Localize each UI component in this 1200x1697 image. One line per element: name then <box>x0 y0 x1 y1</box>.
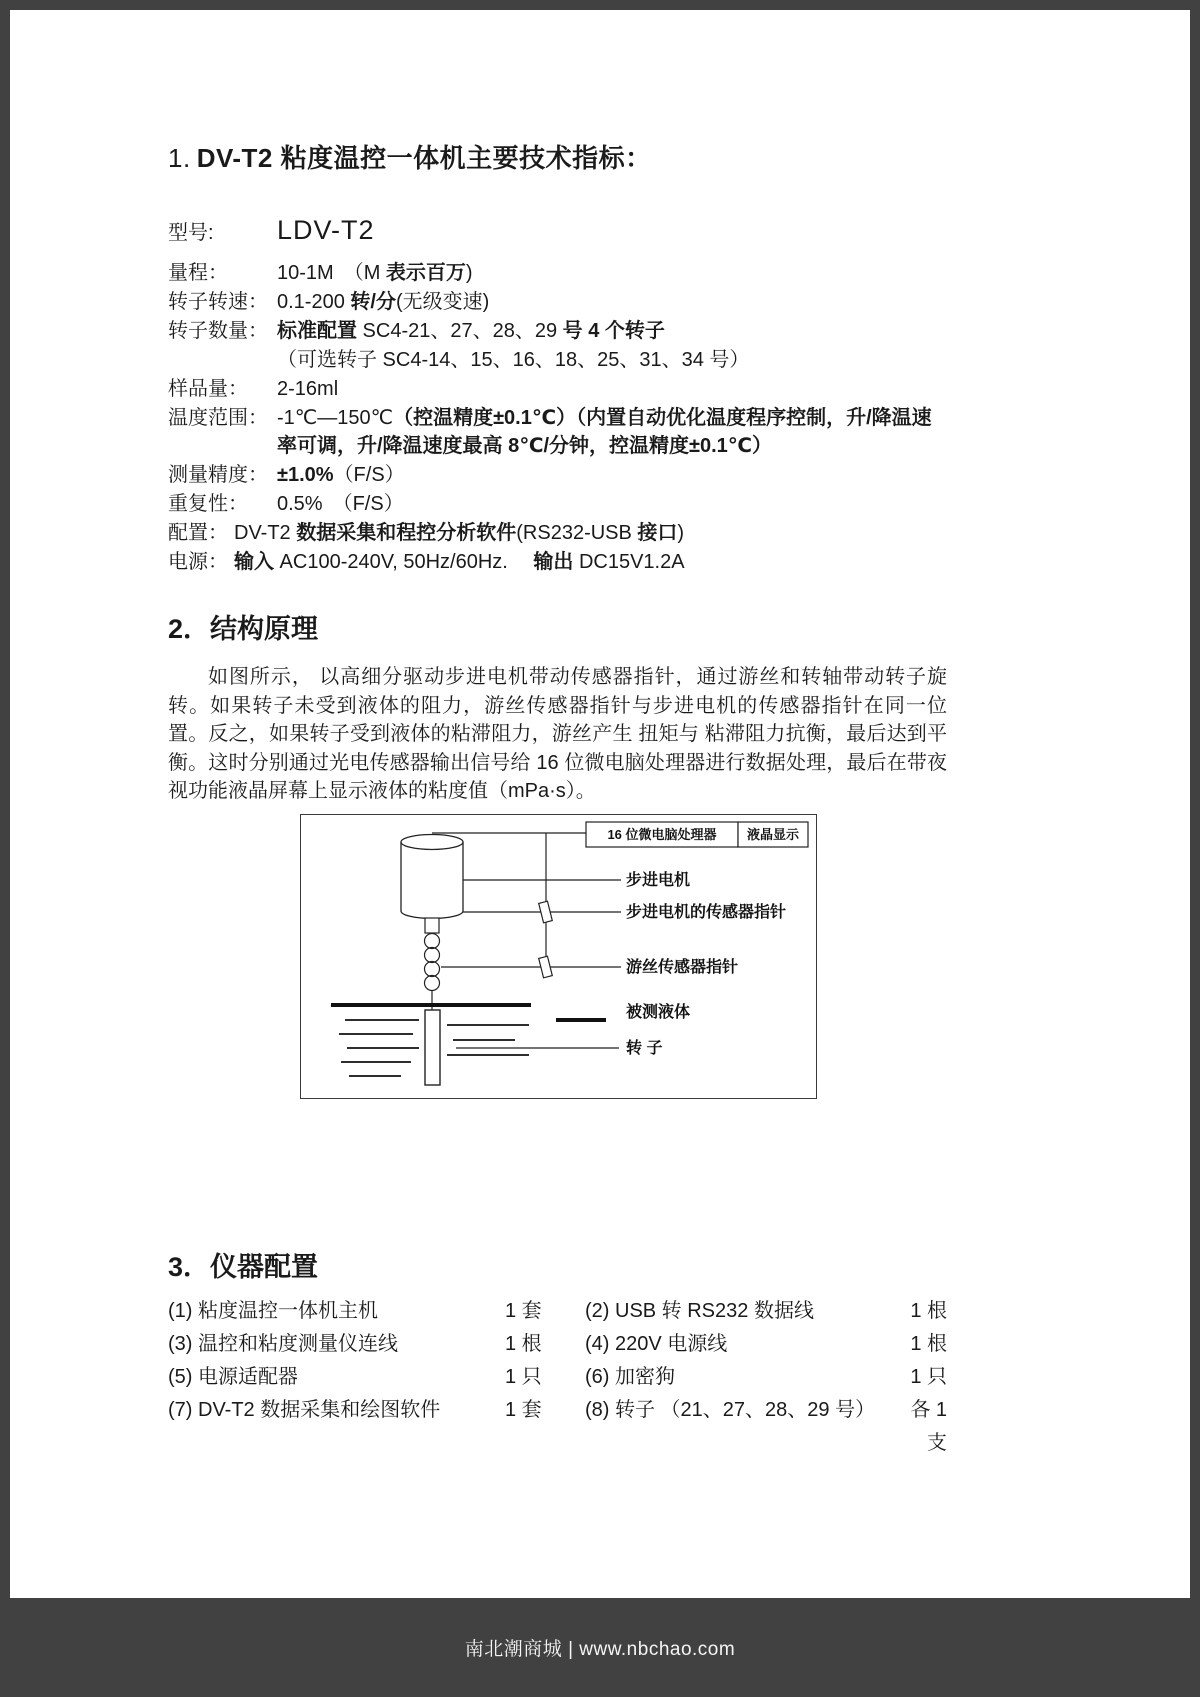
spec-row-temperature <box>168 404 947 460</box>
text-segment: ) <box>465 262 473 284</box>
spec-row-accuracy <box>168 461 947 489</box>
spec-value <box>277 404 947 460</box>
config-row-2 <box>168 1328 947 1361</box>
config-qty: 1 根 <box>505 1332 542 1355</box>
spec-label: 量程： <box>168 262 228 284</box>
text-segment: SC4-21、27、28、29 <box>357 320 563 342</box>
footer-text: 南北潮商城 | www.nbchao.com <box>464 1639 736 1660</box>
text-segment: 号 4 个转子 <box>562 320 665 342</box>
connector-lines <box>432 833 621 1048</box>
text-segment: AC100-240V, 50Hz/60Hz. <box>274 551 534 573</box>
config-item: (6) 加密狗 <box>585 1365 675 1388</box>
text-segment: DC15V1.2A <box>573 551 685 573</box>
spec-value <box>277 288 947 316</box>
motor-shaft-connector <box>425 918 439 933</box>
config-row-4 <box>168 1394 947 1460</box>
spec-label: 电源： <box>168 551 228 573</box>
spec-row-range <box>168 259 947 287</box>
text-segment: 0.1-200 <box>277 291 351 313</box>
config-item: (5) 电源适配器 <box>168 1365 298 1388</box>
section3-heading: 3．仪器配置 <box>168 1251 319 1282</box>
section1-title: DV-T2 粘度温控一体机主要技术指标： <box>196 143 652 173</box>
diagram-label-spindle: 转 子 <box>626 1039 663 1057</box>
config-qty: 1 只 <box>505 1365 542 1388</box>
hairspring-coil <box>425 933 440 1010</box>
text-segment: 输入 <box>234 551 274 573</box>
spec-row-spindle-options <box>168 346 947 374</box>
config-row-1 <box>168 1295 947 1328</box>
spec-value <box>234 548 947 576</box>
spec-label: 测量精度： <box>168 464 268 486</box>
config-item: (3) 温控和粘度测量仪连线 <box>168 1332 398 1355</box>
spec-row-spindles <box>168 317 947 345</box>
text-segment: 表示百万 <box>385 262 466 284</box>
config-item: (2) USB 转 RS232 数据线 <box>585 1299 814 1322</box>
config-item: (7) DV-T2 数据采集和绘图软件 <box>168 1398 441 1421</box>
lcd-box-label: 液晶显示 <box>746 826 800 842</box>
config-qty: 1 只 <box>910 1365 947 1388</box>
text-segment: 标准配置 <box>277 320 357 342</box>
diagram-label-hairspring-sensor-pointer: 游丝传感器指针 <box>626 958 739 976</box>
section2-heading: 2．结构原理 <box>168 614 319 644</box>
spec-label: 转子数量： <box>168 320 268 342</box>
text-segment: 输出 <box>533 551 574 573</box>
spec-row-power <box>168 548 947 576</box>
motor-sensor-pointer-shape <box>539 901 553 923</box>
text-segment: ±1.0% <box>277 464 334 486</box>
spec-value <box>277 259 947 287</box>
schematic-svg <box>301 815 816 1098</box>
config-qty: 1 根 <box>910 1299 947 1322</box>
config-qty: 1 套 <box>505 1299 542 1322</box>
spec-value <box>234 519 947 547</box>
schematic-diagram <box>300 814 817 1099</box>
text-segment: 10-1M （M <box>277 262 386 284</box>
config-item: (4) 220V 电源线 <box>585 1332 728 1355</box>
text-segment: ) <box>677 522 685 544</box>
spec-label: 重复性： <box>168 493 248 515</box>
diagram-labels <box>626 870 786 1057</box>
text-segment: -1℃—150℃ <box>277 407 394 429</box>
config-qty: 1 根 <box>910 1332 947 1355</box>
config-qty: 各 1 支 <box>910 1398 947 1454</box>
section1-number: 1. <box>168 143 191 173</box>
model-label: 型号: <box>168 222 214 244</box>
text-segment: 2-16ml <box>277 378 339 400</box>
spec-value <box>277 461 947 489</box>
text-segment: 接口 <box>637 522 678 544</box>
text-segment: DV-T2 <box>234 522 297 544</box>
spec-label: 转子转速： <box>168 291 268 313</box>
config-item: (8) 转子 （21、27、28、29 号） <box>585 1398 876 1421</box>
text-segment: (无级变速) <box>395 291 490 313</box>
text-segment: （F/S） <box>333 464 405 486</box>
spec-value <box>277 490 947 518</box>
processor-box-label: 16 位微电脑处理器 <box>607 826 717 842</box>
config-table <box>168 1295 947 1460</box>
diagram-label-stepper-motor: 步进电机 <box>626 871 691 889</box>
text-segment: (RS232-USB <box>516 522 638 544</box>
footer <box>0 1598 1200 1697</box>
document-content <box>168 10 947 1460</box>
spec-row-sample-volume <box>168 375 947 403</box>
spec-label: 温度范围： <box>168 407 268 429</box>
config-qty: 1 套 <box>505 1398 542 1421</box>
text-segment: 数据采集和程控分析软件 <box>296 522 517 544</box>
spec-value <box>277 346 947 374</box>
liquid-lines <box>331 1005 606 1076</box>
config-row-3 <box>168 1361 947 1394</box>
spec-row-model <box>168 215 947 245</box>
spec-label <box>168 346 277 374</box>
hairspring-sensor-pointer-shape <box>539 956 553 978</box>
text-segment: （控温精度±0.1℃）（内置自动优化温度程序控制，升/降温速率可调，升/降温速度最高 8℃/分钟，控温精度±0.1℃） <box>277 407 932 457</box>
diagram-label-motor-sensor-pointer: 步进电机的传感器指针 <box>626 903 787 921</box>
text-segment: 转/分 <box>350 291 396 313</box>
spec-label: 配置： <box>168 522 228 544</box>
spec-table <box>168 259 947 576</box>
spec-row-software <box>168 519 947 547</box>
text-segment: （可选转子 SC4-14、15、16、18、25、31、34 号） <box>277 349 750 371</box>
spec-value <box>277 375 947 403</box>
text-segment: 0.5% （F/S） <box>277 493 404 515</box>
document-page <box>10 10 1190 1598</box>
spec-row-repeatability <box>168 490 947 518</box>
spec-row-speed <box>168 288 947 316</box>
stepper-motor-cylinder <box>401 834 463 918</box>
spec-value <box>277 317 947 345</box>
principle-paragraph: 如图所示， 以高细分驱动步进电机带动传感器指针，通过游丝和转轴带动转子旋转。如果转子未受到液体的阻力，游丝传感器指针与步进电机的传感器指针在同一位置。反之，如果转子受到液体的粘滞阻力，游丝产生 扭矩与 粘滞阻力抗衡，最后达到平衡。这时分别通过光电传感器输出信号给 16 位微电脑处理器进行数据处理，最后在带夜视功能液晶屏幕上显示液体的粘度值（mPa·s）。 <box>168 666 947 802</box>
spindle-shape <box>425 1010 440 1085</box>
diagram-label-measured-liquid: 被测液体 <box>626 1003 691 1021</box>
spec-label: 样品量： <box>168 378 248 400</box>
model-value: LDV-T2 <box>277 215 375 245</box>
config-item: (1) 粘度温控一体机主机 <box>168 1299 378 1322</box>
section1-heading <box>168 10 947 173</box>
